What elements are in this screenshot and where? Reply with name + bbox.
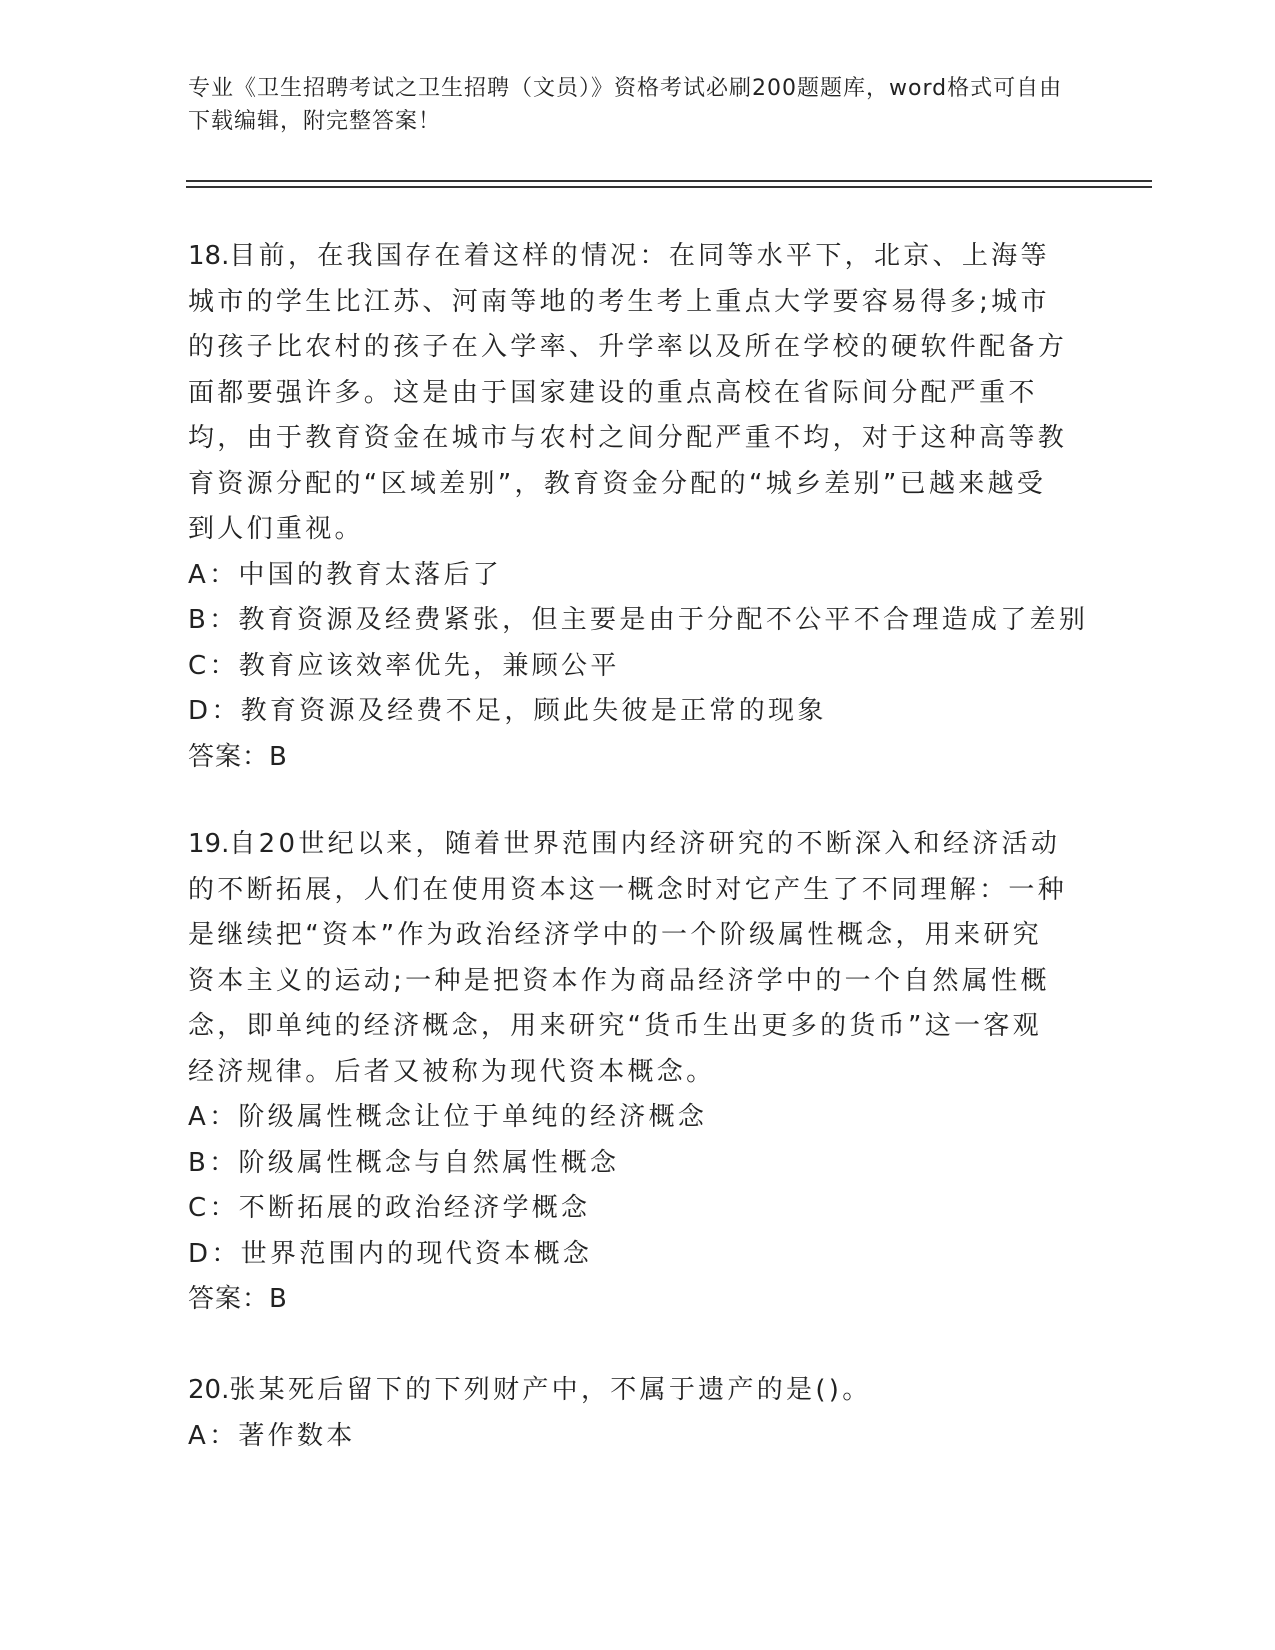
question-text: 目前，在我国存在着这样的情况：在同等水平下，北京、上海等城市的学生比江苏、河南等地的考生考上重点大学要容易得多;城市的孩子比农村的孩子在入学率、升学率以及所在学校的硬软件配备方面都要强许多。这是由于国家建设的重点高校在省际间分配严重不均，由于教育资金在城市与农村之间分配严重不均，对于这种高等教育资源分配的“区域差别”，教育资金分配的“城乡差别”已越来越受到人们重视。 — [188, 241, 1068, 544]
option-d: D：世界范围内的现代资本概念 — [188, 1238, 593, 1269]
question-stem — [188, 1368, 1068, 1414]
header-divider-top — [186, 180, 1152, 182]
document-header — [188, 72, 1068, 138]
question-number: 19. — [188, 829, 230, 859]
option-b: B：教育资源及经费紧张，但主要是由于分配不公平不合理造成了差别 — [188, 605, 1089, 635]
question-number: 20. — [188, 1375, 230, 1405]
question-20 — [188, 1368, 1068, 1459]
question-19 — [188, 822, 1068, 1323]
header-text: 专业《卫生招聘考试之卫生招聘（文员）》资格考试必刷200题题库，word格式可自由下载编辑，附完整答案！ — [188, 76, 1063, 134]
option-b: B：阶级属性概念与自然属性概念 — [188, 1147, 620, 1178]
header-divider-bottom — [186, 186, 1152, 188]
answer: 答案：B — [188, 741, 288, 772]
question-text: 张某死后留下的下列财产中，不属于遗产的是()。 — [229, 1375, 872, 1405]
option-a: A：阶级属性概念让位于单纯的经济概念 — [188, 1102, 708, 1132]
question-number: 18. — [188, 241, 230, 271]
answer: 答案：B — [188, 1284, 288, 1314]
option-c: C：不断拓展的政治经济学概念 — [188, 1193, 591, 1223]
option-a: A：著作数本 — [188, 1420, 356, 1451]
option-a: A：中国的教育太落后了 — [188, 559, 503, 590]
option-d: D：教育资源及经费不足，顾此失彼是正常的现象 — [188, 696, 827, 726]
option-c: C：教育应该效率优先，兼顾公平 — [188, 650, 620, 681]
question-stem — [188, 234, 1068, 553]
question-18 — [188, 234, 1089, 780]
question-text: 自20世纪以来，随着世界范围内经济研究的不断深入和经济活动的不断拓展，人们在使用资本这一概念时对它产生了不同理解：一种是继续把“资本”作为政治经济学中的一个阶级属性概念，用来研究资本主义的运动;一种是把资本作为商品经济学中的一个自然属性概念，即单纯的经济概念，用来研究“货币生出更多的货币”这一客观经济规律。后者又被称为现代资本概念。 — [188, 829, 1068, 1087]
question-stem — [188, 822, 1068, 1095]
